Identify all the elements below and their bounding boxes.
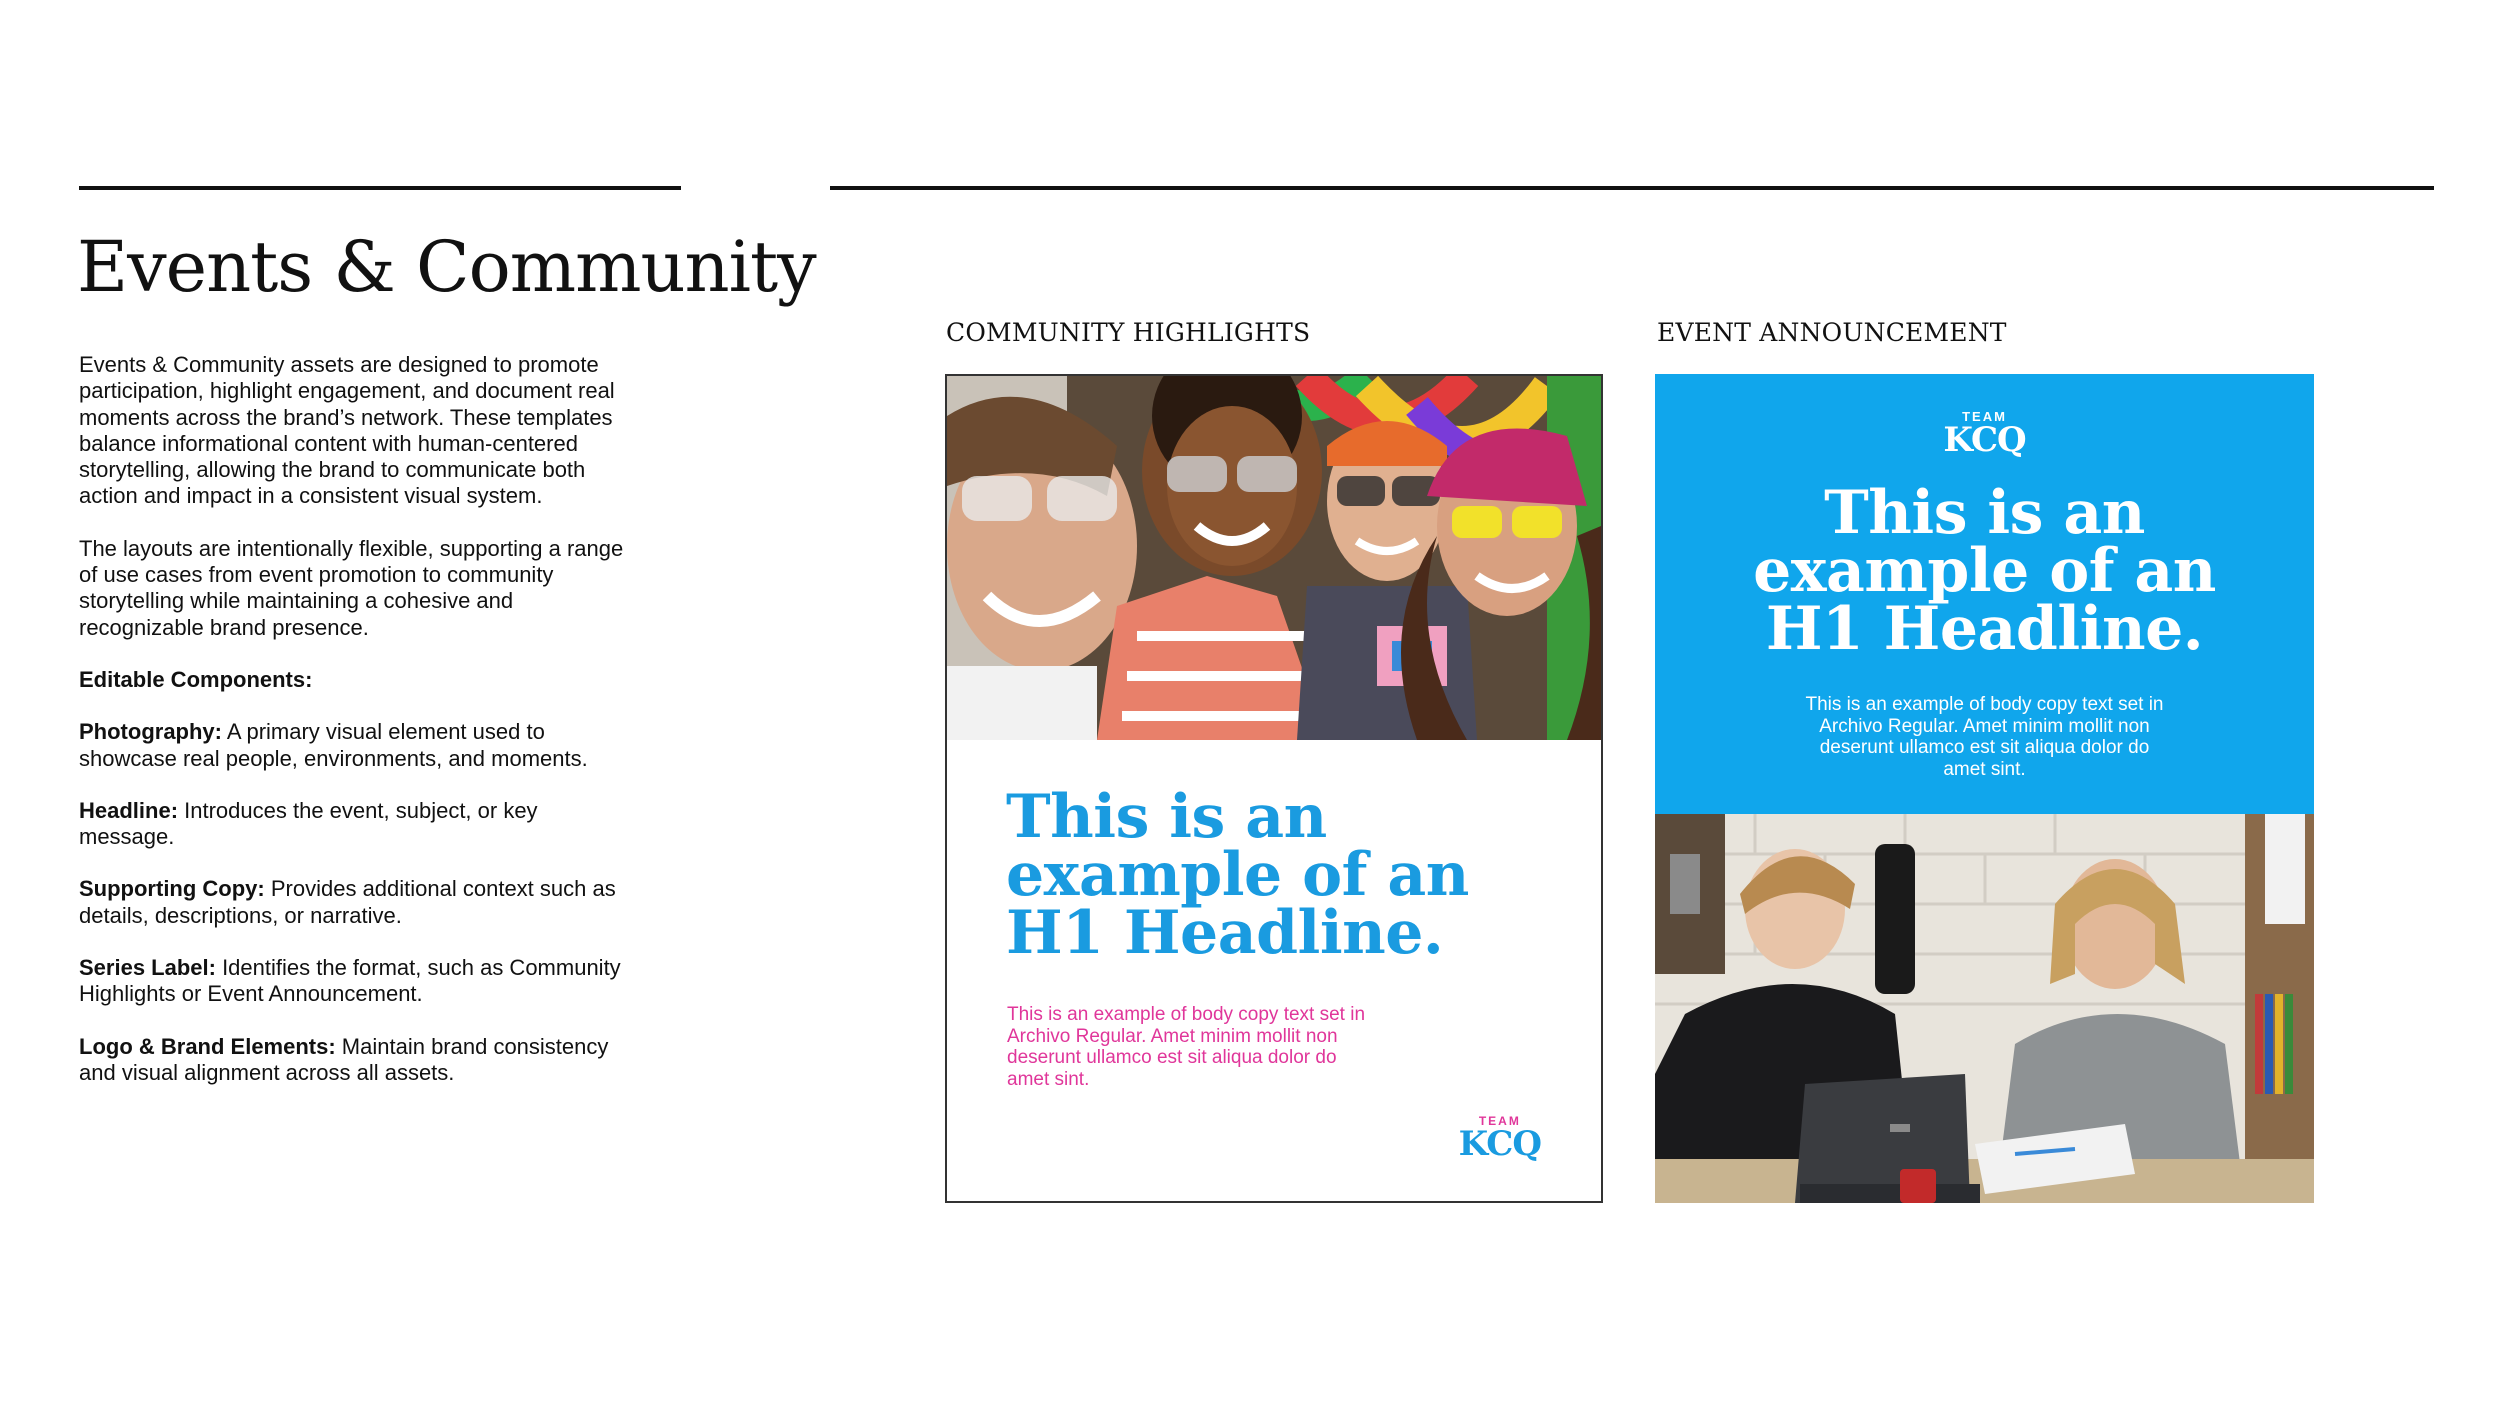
component-headline: [79, 798, 639, 851]
component-label: Headline:: [79, 797, 179, 823]
headline-line: H1 Headline.: [1006, 898, 1444, 968]
team-kcq-logo: [1655, 409, 2314, 460]
team-kcq-logo: [1458, 1114, 1541, 1164]
headline-line: example of an: [1753, 536, 2216, 606]
component-series-label: [79, 955, 639, 1008]
event-headline: [1655, 478, 2314, 664]
component-label: Series Label:: [79, 955, 216, 981]
event-announcement-card: [1655, 374, 2314, 1203]
component-text: Identifies the format, such as Community Highlights or Event Announcement.: [79, 955, 621, 1007]
community-headline: [1006, 782, 1566, 968]
component-label: Photography:: [79, 719, 222, 745]
top-rule-left: [79, 186, 681, 190]
component-text: Introduces the event, subject, or key message.: [79, 797, 538, 850]
component-text: Maintain brand consistency and visual alignment across all assets.: [79, 1033, 609, 1085]
component-label: Logo & Brand Elements:: [79, 1033, 336, 1059]
headline-line: This is an: [1824, 478, 2145, 548]
headline-line: example of an: [1006, 840, 1469, 910]
component-text: A primary visual element used to showcase real people, environments, and moments.: [79, 719, 588, 771]
intro-paragraph-1: Events & Community assets are designed to promote participation, highlight engagement, and document real moments across the brand’s network. These templates balance informational content with human-centered storytelling, allowing the brand to communicate both action and impact in a consistent visual system.: [79, 352, 615, 509]
series-label-community: COMMUNITY HIGHLIGHTS: [946, 318, 1311, 347]
top-rule-right: [830, 186, 2434, 190]
logo-word: KCQ: [1943, 420, 2026, 460]
component-text: Provides additional context such as details, descriptions, or narrative.: [79, 876, 616, 928]
headline-line: H1 Headline.: [1765, 594, 2204, 664]
community-body-copy: This is an example of body copy text set in Archivo Regular. Amet minim mollit non deserunt ullamco est sit aliqua dolor do amet sint.: [1007, 1004, 1366, 1090]
community-highlights-card: [945, 374, 1603, 1203]
headline-line: This is an: [1006, 782, 1327, 852]
component-supporting-copy: [79, 876, 639, 929]
logo-team-text: TEAM: [1962, 409, 2007, 424]
community-photo: [947, 376, 1601, 740]
event-body-copy: This is an example of body copy text set in Archivo Regular. Amet minim mollit non deserunt ullamco est sit aliqua dolor do amet sint.: [1805, 694, 2164, 780]
component-photography: [79, 719, 639, 772]
page-title: Events & Community: [77, 226, 816, 308]
component-logo-brand: [79, 1034, 639, 1087]
event-photo: [1655, 814, 2314, 1203]
component-label: Supporting Copy:: [79, 876, 265, 902]
intro-text: [79, 352, 639, 1112]
logo-team-text: TEAM: [1478, 1114, 1521, 1128]
editable-components-heading: Editable Components:: [79, 666, 313, 692]
series-label-event: EVENT ANNOUNCEMENT: [1657, 318, 2007, 347]
logo-word: KCQ: [1458, 1124, 1541, 1164]
intro-paragraph-2: The layouts are intentionally flexible, supporting a range of use cases from event promotion to community storytelling while maintaining a cohesive and recognizable brand presence.: [79, 535, 624, 640]
